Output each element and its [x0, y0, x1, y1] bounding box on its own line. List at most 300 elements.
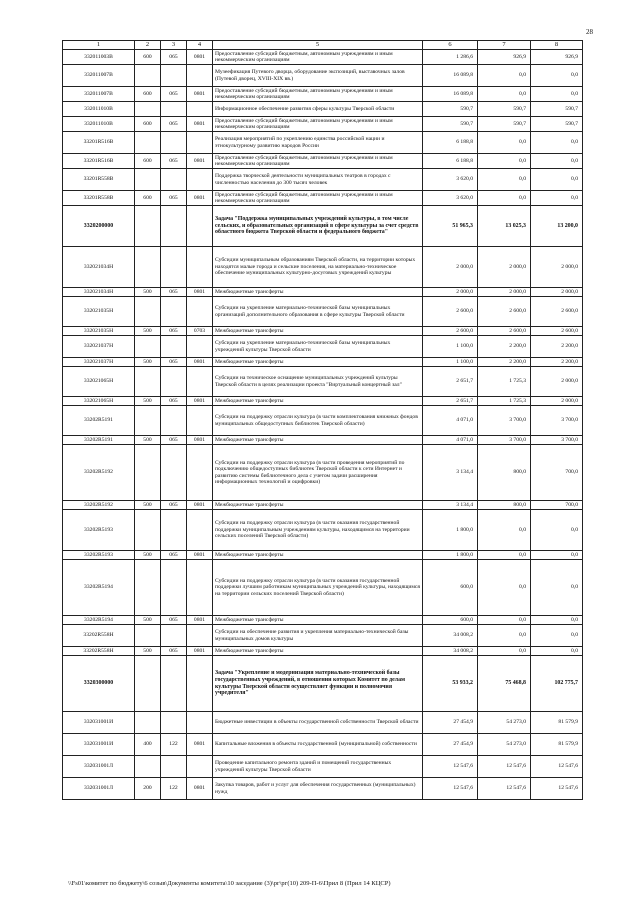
col-header: 1 — [63, 41, 135, 50]
table-row — [63, 778, 583, 800]
value-cell: 590,7 — [531, 117, 583, 132]
code-cell: 332011010В — [63, 117, 135, 132]
value-cell: 700,0 — [531, 501, 583, 510]
type-cell — [135, 510, 161, 551]
type-cell — [135, 297, 161, 327]
value-cell: 2 200,0 — [531, 358, 583, 367]
table-row — [63, 647, 583, 656]
description-cell: Межбюджетные трансферты — [213, 647, 423, 656]
value-cell: 2 600,0 — [423, 327, 478, 336]
type-cell: 500 — [135, 397, 161, 406]
description-cell: Информационное обеспечение развития сферы культуры Тверской области — [213, 102, 423, 117]
description-cell: Субсидии на поддержку отрасли культура (в части оказания государственной поддержки муниципальным учреждениям культуры, находящимся на территории сельских поселений Тверской области) — [213, 510, 423, 551]
ministry-cell: 122 — [161, 734, 187, 756]
value-cell: 53 933,2 — [423, 656, 478, 712]
type-cell — [135, 367, 161, 397]
ministry-cell — [161, 625, 187, 647]
code-cell: 33202R558Н — [63, 625, 135, 647]
code-cell: 33202R5193 — [63, 510, 135, 551]
section-cell: 0801 — [187, 87, 213, 102]
table-row — [63, 117, 583, 132]
type-cell — [135, 560, 161, 616]
table-row — [63, 336, 583, 358]
ministry-cell: 065 — [161, 436, 187, 445]
description-cell: Межбюджетные трансферты — [213, 551, 423, 560]
value-cell: 700,0 — [531, 445, 583, 501]
ministry-cell: 065 — [161, 191, 187, 206]
section-cell — [187, 625, 213, 647]
value-cell: 3 700,0 — [531, 406, 583, 436]
section-cell: 0801 — [187, 154, 213, 169]
ministry-cell: 065 — [161, 288, 187, 297]
description-cell: Межбюджетные трансферты — [213, 436, 423, 445]
table-row — [63, 102, 583, 117]
table-row — [63, 367, 583, 397]
code-cell: 33201R516В — [63, 132, 135, 154]
value-cell: 590,7 — [531, 102, 583, 117]
code-cell: 3320300000 — [63, 656, 135, 712]
table-row — [63, 247, 583, 288]
section-cell — [187, 510, 213, 551]
section-cell: 0801 — [187, 616, 213, 625]
description-cell: Предоставление субсидий бюджетным, автономным учреждениям и иным некоммерческим организациям — [213, 87, 423, 102]
type-cell — [135, 336, 161, 358]
description-cell: Музеефикация Путевого дворца, оборудование экспозиций, выставочных залов (Путевой дворец, XVIII-XIX вв.) — [213, 65, 423, 87]
table-row — [63, 87, 583, 102]
description-cell: Субсидии на укрепление материально-технической базы муниципальных учреждений культуры Тверской области — [213, 336, 423, 358]
value-cell: 0,0 — [478, 551, 531, 560]
value-cell: 0,0 — [531, 154, 583, 169]
section-cell: 0801 — [187, 117, 213, 132]
table-row — [63, 510, 583, 551]
table-row — [63, 656, 583, 712]
type-cell: 500 — [135, 501, 161, 510]
ministry-cell: 065 — [161, 50, 187, 65]
value-cell: 0,0 — [478, 169, 531, 191]
table-row — [63, 358, 583, 367]
ministry-cell: 065 — [161, 154, 187, 169]
table-row — [63, 712, 583, 734]
value-cell: 1 286,6 — [423, 50, 478, 65]
ministry-cell — [161, 65, 187, 87]
value-cell: 3 700,0 — [531, 436, 583, 445]
section-cell: 0801 — [187, 397, 213, 406]
description-cell: Проведение капитального ремонта зданий и помещений государственных учреждений культуры Тверской области — [213, 756, 423, 778]
value-cell: 13 200,0 — [531, 206, 583, 247]
description-cell: Субсидии муниципальным образованиям Тверской области, на территории которых находятся малые города и сельские поселения, на материально-техническое обеспечение муниципальных культурно-досуговых учреждений культуры — [213, 247, 423, 288]
type-cell — [135, 102, 161, 117]
value-cell: 12 547,6 — [478, 778, 531, 800]
value-cell: 3 700,0 — [478, 406, 531, 436]
code-cell: 33202R5193 — [63, 551, 135, 560]
value-cell: 0,0 — [531, 551, 583, 560]
value-cell: 2 200,0 — [478, 336, 531, 358]
type-cell — [135, 625, 161, 647]
type-cell — [135, 712, 161, 734]
value-cell: 590,7 — [478, 102, 531, 117]
table-row — [63, 560, 583, 616]
description-cell: Субсидии на поддержку отрасли культура (в части проведения мероприятий по подключению общедоступных библиотек Тверской области к сети Интернет и развитию системы библиотечного дела с учетом задачи расширения информационных технологий и оцифровки) — [213, 445, 423, 501]
section-cell — [187, 445, 213, 501]
type-cell: 600 — [135, 87, 161, 102]
ministry-cell: 122 — [161, 778, 187, 800]
code-cell: 33202R5191 — [63, 436, 135, 445]
section-cell — [187, 367, 213, 397]
value-cell: 0,0 — [478, 616, 531, 625]
value-cell: 600,0 — [423, 560, 478, 616]
type-cell — [135, 206, 161, 247]
type-cell: 600 — [135, 154, 161, 169]
value-cell: 0,0 — [531, 132, 583, 154]
table-body — [63, 50, 583, 800]
code-cell: 33202R5194 — [63, 560, 135, 616]
value-cell: 3 134,4 — [423, 501, 478, 510]
description-cell: Задача "Укрепление и модернизация материально-технической базы государственных учреждений, в отношении которых Комитет по делам культуры Тверской области осуществляет функции и полномочия учредителя" — [213, 656, 423, 712]
value-cell: 2 651,7 — [423, 367, 478, 397]
section-cell: 0801 — [187, 50, 213, 65]
description-cell: Задача "Поддержка муниципальных учреждений культуры, в том числе сельских, и образовательных организаций в сфере культуры за счет средств областного бюджета Тверской области и федерального бюджета" — [213, 206, 423, 247]
table-row — [63, 734, 583, 756]
value-cell: 1 800,0 — [423, 551, 478, 560]
table-row — [63, 65, 583, 87]
value-cell: 2 200,0 — [478, 358, 531, 367]
section-cell — [187, 756, 213, 778]
value-cell: 54 273,0 — [478, 712, 531, 734]
value-cell: 3 620,0 — [423, 169, 478, 191]
ministry-cell — [161, 247, 187, 288]
value-cell: 0,0 — [478, 647, 531, 656]
section-cell — [187, 169, 213, 191]
section-cell — [187, 560, 213, 616]
ministry-cell — [161, 712, 187, 734]
value-cell: 1 100,0 — [423, 336, 478, 358]
section-cell — [187, 132, 213, 154]
ministry-cell — [161, 560, 187, 616]
value-cell: 2 600,0 — [478, 327, 531, 336]
table-row — [63, 288, 583, 297]
description-cell: Бюджетные инвестиции в объекты государственной собственности Тверской области — [213, 712, 423, 734]
value-cell: 0,0 — [531, 510, 583, 551]
value-cell: 13 025,3 — [478, 206, 531, 247]
value-cell: 2 000,0 — [531, 367, 583, 397]
value-cell: 16 089,8 — [423, 65, 478, 87]
type-cell: 400 — [135, 734, 161, 756]
value-cell: 102 775,7 — [531, 656, 583, 712]
table-row — [63, 191, 583, 206]
description-cell: Межбюджетные трансферты — [213, 288, 423, 297]
value-cell: 0,0 — [531, 560, 583, 616]
code-cell: 33201R558В — [63, 191, 135, 206]
description-cell: Предоставление субсидий бюджетным, автономным учреждениям и иным некоммерческим организациям — [213, 117, 423, 132]
code-cell: 332021065Н — [63, 367, 135, 397]
section-cell — [187, 336, 213, 358]
value-cell: 2 200,0 — [531, 336, 583, 358]
value-cell: 1 800,0 — [423, 510, 478, 551]
ministry-cell — [161, 336, 187, 358]
value-cell: 16 089,8 — [423, 87, 478, 102]
type-cell: 600 — [135, 50, 161, 65]
section-cell: 0801 — [187, 358, 213, 367]
code-cell: 332031001И — [63, 712, 135, 734]
value-cell: 600,0 — [423, 616, 478, 625]
code-cell: 33202R5192 — [63, 501, 135, 510]
value-cell: 1 725,3 — [478, 397, 531, 406]
value-cell: 590,7 — [478, 117, 531, 132]
description-cell: Межбюджетные трансферты — [213, 327, 423, 336]
description-cell: Предоставление субсидий бюджетным, автономным учреждениям и иным некоммерческим организациям — [213, 191, 423, 206]
section-cell — [187, 65, 213, 87]
ministry-cell — [161, 367, 187, 397]
ministry-cell — [161, 510, 187, 551]
ministry-cell — [161, 102, 187, 117]
section-cell: 0801 — [187, 551, 213, 560]
table-row — [63, 406, 583, 436]
table-row — [63, 445, 583, 501]
value-cell: 2 651,7 — [423, 397, 478, 406]
value-cell: 926,9 — [531, 50, 583, 65]
type-cell: 500 — [135, 288, 161, 297]
type-cell: 500 — [135, 358, 161, 367]
value-cell: 81 579,9 — [531, 734, 583, 756]
table-row — [63, 327, 583, 336]
ministry-cell: 065 — [161, 358, 187, 367]
section-cell: 0801 — [187, 778, 213, 800]
section-cell — [187, 406, 213, 436]
section-cell: 0801 — [187, 501, 213, 510]
description-cell: Реализация мероприятий по укреплению единства российской нации и этнокультурному развитию народов России — [213, 132, 423, 154]
ministry-cell: 065 — [161, 327, 187, 336]
ministry-cell: 065 — [161, 397, 187, 406]
value-cell: 0,0 — [531, 647, 583, 656]
table-row — [63, 501, 583, 510]
table-row — [63, 625, 583, 647]
type-cell: 500 — [135, 551, 161, 560]
col-header: 6 — [423, 41, 478, 50]
type-cell — [135, 445, 161, 501]
table-row — [63, 297, 583, 327]
value-cell: 0,0 — [531, 616, 583, 625]
section-cell: 0703 — [187, 327, 213, 336]
section-cell — [187, 656, 213, 712]
ministry-cell: 065 — [161, 117, 187, 132]
type-cell: 500 — [135, 327, 161, 336]
file-path-footer: \\Fs01\комитет по бюджету\6 созыв\Документы комитета\10 заседание (3)\рг\рг(10) 209-П-6\Прил 8 (Прил 14 КЦСР) — [68, 880, 391, 887]
section-cell — [187, 247, 213, 288]
value-cell: 0,0 — [478, 65, 531, 87]
ministry-cell: 065 — [161, 616, 187, 625]
value-cell: 27 454,9 — [423, 712, 478, 734]
table-row — [63, 436, 583, 445]
type-cell — [135, 406, 161, 436]
section-cell: 0801 — [187, 436, 213, 445]
ministry-cell — [161, 297, 187, 327]
col-header: 7 — [478, 41, 531, 50]
type-cell — [135, 756, 161, 778]
col-header: 4 — [187, 41, 213, 50]
value-cell: 1 725,3 — [478, 367, 531, 397]
value-cell: 2 600,0 — [531, 327, 583, 336]
code-cell: 332021035Н — [63, 327, 135, 336]
table-row — [63, 616, 583, 625]
value-cell: 2 000,0 — [478, 247, 531, 288]
value-cell: 75 468,8 — [478, 656, 531, 712]
ministry-cell: 065 — [161, 647, 187, 656]
type-cell — [135, 132, 161, 154]
type-cell — [135, 65, 161, 87]
section-cell: 0801 — [187, 191, 213, 206]
description-cell: Субсидии на техническое оснащение муниципальных учреждений культуры Тверской области в целях реализации проекта "Виртуальный концертный зал" — [213, 367, 423, 397]
value-cell: 3 700,0 — [478, 436, 531, 445]
value-cell: 0,0 — [478, 87, 531, 102]
type-cell: 600 — [135, 117, 161, 132]
table-row — [63, 50, 583, 65]
table-row — [63, 132, 583, 154]
ministry-cell — [161, 656, 187, 712]
code-cell: 332021035Н — [63, 297, 135, 327]
code-cell: 332021034Н — [63, 247, 135, 288]
value-cell: 27 454,9 — [423, 734, 478, 756]
code-cell: 332021034Н — [63, 288, 135, 297]
value-cell: 4 071,0 — [423, 406, 478, 436]
value-cell: 4 071,0 — [423, 436, 478, 445]
ministry-cell — [161, 132, 187, 154]
table-row — [63, 206, 583, 247]
section-cell: 0801 — [187, 734, 213, 756]
table-row — [63, 154, 583, 169]
section-cell — [187, 712, 213, 734]
col-header: 3 — [161, 41, 187, 50]
value-cell: 12 547,6 — [423, 778, 478, 800]
value-cell: 2 000,0 — [478, 288, 531, 297]
ministry-cell: 065 — [161, 87, 187, 102]
table-row — [63, 169, 583, 191]
type-cell: 600 — [135, 191, 161, 206]
code-cell: 33202R5192 — [63, 445, 135, 501]
value-cell: 0,0 — [531, 191, 583, 206]
description-cell: Межбюджетные трансферты — [213, 397, 423, 406]
value-cell: 0,0 — [531, 625, 583, 647]
ministry-cell: 065 — [161, 551, 187, 560]
value-cell: 926,9 — [478, 50, 531, 65]
value-cell: 0,0 — [478, 625, 531, 647]
section-cell — [187, 297, 213, 327]
ministry-cell — [161, 445, 187, 501]
value-cell: 2 600,0 — [478, 297, 531, 327]
value-cell: 0,0 — [478, 510, 531, 551]
value-cell: 12 547,6 — [531, 756, 583, 778]
value-cell: 0,0 — [478, 560, 531, 616]
value-cell: 800,0 — [478, 445, 531, 501]
ministry-cell: 065 — [161, 501, 187, 510]
code-cell: 332021037Н — [63, 336, 135, 358]
code-cell: 332011003В — [63, 50, 135, 65]
value-cell: 34 008,2 — [423, 647, 478, 656]
description-cell: Субсидии на поддержку отрасли культура (в части комплектования книжных фондов муниципальных общедоступных библиотек Тверской области) — [213, 406, 423, 436]
value-cell: 0,0 — [531, 169, 583, 191]
value-cell: 2 600,0 — [531, 297, 583, 327]
value-cell: 2 000,0 — [531, 288, 583, 297]
value-cell: 81 579,9 — [531, 712, 583, 734]
description-cell: Субсидии на поддержку отрасли культура (в части оказания государственной поддержки лучшим работникам муниципальных учреждений культуры, находящимся на территории сельских поселений Тверской области) — [213, 560, 423, 616]
section-cell — [187, 206, 213, 247]
value-cell: 0,0 — [478, 191, 531, 206]
type-cell: 500 — [135, 647, 161, 656]
code-cell: 3320200000 — [63, 206, 135, 247]
code-cell: 332021065Н — [63, 397, 135, 406]
value-cell: 6 188,8 — [423, 154, 478, 169]
header-row — [63, 41, 583, 50]
code-cell: 332011007В — [63, 87, 135, 102]
type-cell — [135, 247, 161, 288]
code-cell: 332031001И — [63, 734, 135, 756]
value-cell: 6 188,8 — [423, 132, 478, 154]
page-number: 28 — [586, 28, 593, 36]
description-cell: Закупка товаров, работ и услуг для обеспечения государственных (муниципальных) нужд — [213, 778, 423, 800]
description-cell: Субсидии на укрепление материально-технической базы муниципальных организаций дополнительного образования в сфере культуры Тверской области — [213, 297, 423, 327]
value-cell: 2 600,0 — [423, 297, 478, 327]
col-header: 8 — [531, 41, 583, 50]
table-row — [63, 397, 583, 406]
section-cell — [187, 102, 213, 117]
ministry-cell — [161, 756, 187, 778]
description-cell: Субсидии на обеспечение развития и укрепления материально-технической базы муниципальных домов культуры — [213, 625, 423, 647]
value-cell: 0,0 — [478, 132, 531, 154]
code-cell: 332011007В — [63, 65, 135, 87]
code-cell: 33202R5191 — [63, 406, 135, 436]
table-row — [63, 551, 583, 560]
section-cell: 0801 — [187, 288, 213, 297]
code-cell: 33201R516В — [63, 154, 135, 169]
description-cell: Межбюджетные трансферты — [213, 501, 423, 510]
code-cell: 332011010В — [63, 102, 135, 117]
description-cell: Капитальные вложения в объекты государственной (муниципальной) собственности — [213, 734, 423, 756]
description-cell: Предоставление субсидий бюджетным, автономным учреждениям и иным некоммерческим организациям — [213, 50, 423, 65]
value-cell: 12 547,6 — [531, 778, 583, 800]
code-cell: 33202R5194 — [63, 616, 135, 625]
col-header: 2 — [135, 41, 161, 50]
value-cell: 590,7 — [423, 117, 478, 132]
ministry-cell — [161, 206, 187, 247]
value-cell: 800,0 — [478, 501, 531, 510]
code-cell: 33202R558Н — [63, 647, 135, 656]
type-cell: 500 — [135, 436, 161, 445]
type-cell — [135, 656, 161, 712]
value-cell: 2 000,0 — [531, 247, 583, 288]
value-cell: 34 008,2 — [423, 625, 478, 647]
value-cell: 0,0 — [531, 87, 583, 102]
code-cell: 332031001Л — [63, 756, 135, 778]
description-cell: Предоставление субсидий бюджетным, автономным учреждениям и иным некоммерческим организациям — [213, 154, 423, 169]
budget-table — [62, 40, 583, 800]
value-cell: 51 965,3 — [423, 206, 478, 247]
code-cell: 332021037Н — [63, 358, 135, 367]
table-row — [63, 756, 583, 778]
value-cell: 0,0 — [478, 154, 531, 169]
col-header: 5 — [213, 41, 423, 50]
value-cell: 12 547,6 — [423, 756, 478, 778]
value-cell: 54 273,0 — [478, 734, 531, 756]
code-cell: 332031001Л — [63, 778, 135, 800]
type-cell — [135, 169, 161, 191]
description-cell: Межбюджетные трансферты — [213, 616, 423, 625]
value-cell: 12 547,6 — [478, 756, 531, 778]
type-cell: 200 — [135, 778, 161, 800]
value-cell: 0,0 — [531, 65, 583, 87]
value-cell: 2 000,0 — [423, 247, 478, 288]
value-cell: 3 620,0 — [423, 191, 478, 206]
ministry-cell — [161, 406, 187, 436]
description-cell: Межбюджетные трансферты — [213, 358, 423, 367]
